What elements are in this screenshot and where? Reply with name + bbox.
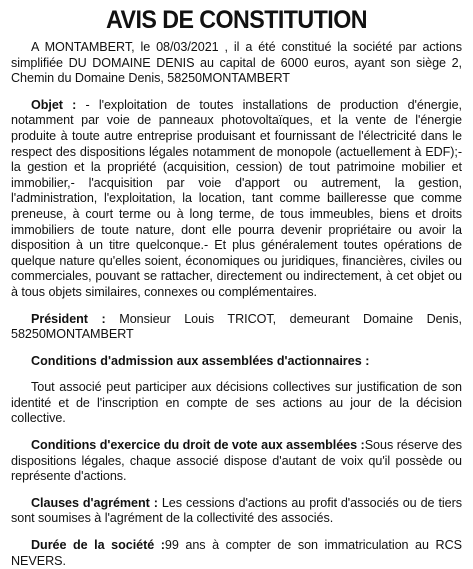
objet-text: - l'exploitation de toutes installations de production d'énergie, notamment par voie de panneaux photovoltaïques, et la vente de l'énergie produite à toute autre entreprise produisant et fournissant de l'électricité dans le respect des dispositions légales notamment de monopole (actuellement à EDF);- la gestion et la propriété (acquisition, cession) de tout patrimoine mobilier et immobilier,- l'acquisition par voie d'apport ou autrement, la gestion, l'administration, l'exploitation, la location, tant comme bailleresse que comme preneuse, à court terme ou à long terme, de tous immeubles, biens et droits immobiliers de toute nature, dont elle pourra devenir propriétaire ou avoir la disposition à un titre quelconque.- Et plus généralement toutes opérations de quelque nature qu'elles soient, économiques ou juridiques, financières, civiles ou commerciales, pouvant se rattacher, directement ou indirectement, à cet objet ou à tous objets similaires, connexes ou complémentaires.: [11, 97, 462, 299]
spacer: [11, 87, 462, 98]
agrement-label: Clauses d'agrément :: [31, 495, 158, 510]
spacer: [11, 527, 462, 538]
objet-paragraph: [11, 98, 462, 301]
vote-paragraph: [11, 438, 462, 485]
duree-label: Durée de la société :: [31, 538, 165, 553]
spacer: [11, 427, 462, 438]
intro-paragraph: A MONTAMBERT, le 08/03/2021 , il a été constitué la société par actions simplifiée DU DOMAINE DENIS au capital de 6000 euros, ayant son siège 2, Chemin du Domaine Denis, 58250MONTAMBERT: [11, 40, 462, 86]
notice-title: AVIS DE CONSTITUTION: [106, 6, 367, 34]
admission-heading: Conditions d'admission aux assemblées d'actionnaires :: [31, 353, 370, 368]
vote-label: Conditions d'exercice du droit de vote aux assemblées :: [31, 438, 365, 453]
agrement-text: Les cessions d'actions au profit d'associés ou de tiers sont soumises à l'agrément de la collectivité des associés.: [11, 495, 462, 526]
admission-paragraph: Tout associé peut participer aux décisions collectives sur justification de son identité et de l'inscription en compte de ses actions au jour de la décision collective.: [11, 380, 462, 426]
spacer: [11, 485, 462, 496]
president-paragraph: [11, 312, 462, 343]
objet-label: Objet :: [31, 97, 77, 112]
spacer: [11, 301, 462, 312]
agrement-paragraph: [11, 496, 462, 527]
duree-text: 99 ans à compter de son immatriculation au RCS NEVERS.: [11, 538, 462, 568]
vote-text: Sous réserve des dispositions légales, chaque associé dispose d'autant de voix qu'il possède ou représente d'actions.: [11, 438, 462, 484]
duree-paragraph: [11, 538, 462, 569]
spacer: [11, 369, 462, 380]
president-text: Monsieur Louis TRICOT, demeurant Domaine Denis, 58250MONTAMBERT: [11, 311, 462, 342]
spacer: [11, 343, 462, 354]
president-label: Président :: [31, 311, 106, 326]
